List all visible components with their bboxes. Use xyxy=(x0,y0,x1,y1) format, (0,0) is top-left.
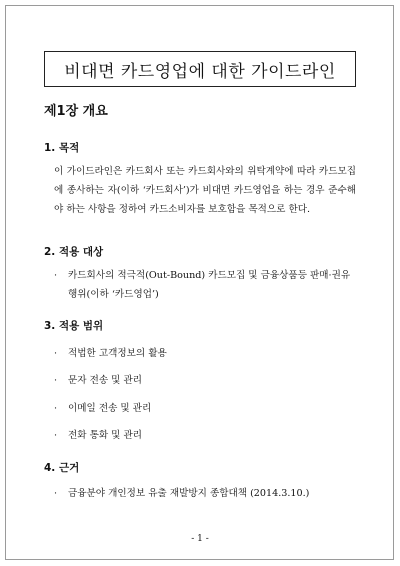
bullet-marker: · xyxy=(54,375,58,386)
section-heading-purpose: 1. 목적 xyxy=(44,142,80,154)
bullet-marker: · xyxy=(54,403,58,414)
list-item-text: 문자 전송 및 관리 xyxy=(68,375,143,386)
list-item xyxy=(54,371,356,390)
list-item-text: 적법한 고객정보의 활용 xyxy=(68,348,167,359)
section-heading-target: 2. 적용 대상 xyxy=(44,246,104,258)
list-item-text: 전화 통화 및 관리 xyxy=(68,430,143,441)
section-heading-basis: 4. 근거 xyxy=(44,462,80,474)
list-item xyxy=(54,399,356,418)
purpose-paragraph: 이 가이드라인은 카드회사 또는 카드회사와의 위탁계약에 따라 카드모집에 종사하는 자(이하 ‘카드회사’)가 비대면 카드영업을 하는 경우 준수해야 하는 사항을 정하여 카드소비자를 보호함을 목적으로 한다. xyxy=(54,166,356,215)
document-title: 비대면 카드영업에 대한 가이드라인 xyxy=(64,61,336,82)
bullet-marker: · xyxy=(54,488,58,499)
list-item-text: 이메일 전송 및 관리 xyxy=(68,403,152,414)
section-heading-scope: 3. 적용 범위 xyxy=(44,320,104,332)
list-item-text: 금융분야 개인정보 유출 재발방지 종합대책 (2014.3.10.) xyxy=(68,488,310,499)
list-item-text: 카드회사의 적극적(Out-Bound) 카드모집 및 금융상품등 판매·권유행위(이하 ‘카드영업’) xyxy=(68,270,351,300)
bullet-marker: · xyxy=(54,348,58,359)
page-number: - 1 - xyxy=(191,534,209,544)
chapter-heading: 제1장 개요 xyxy=(44,104,108,119)
bullet-marker: · xyxy=(54,430,58,441)
list-item xyxy=(54,484,356,503)
list-item xyxy=(54,426,356,445)
list-item xyxy=(54,344,356,363)
document-title-box xyxy=(44,51,356,87)
list-item xyxy=(54,266,356,304)
bullet-marker: · xyxy=(54,270,58,281)
